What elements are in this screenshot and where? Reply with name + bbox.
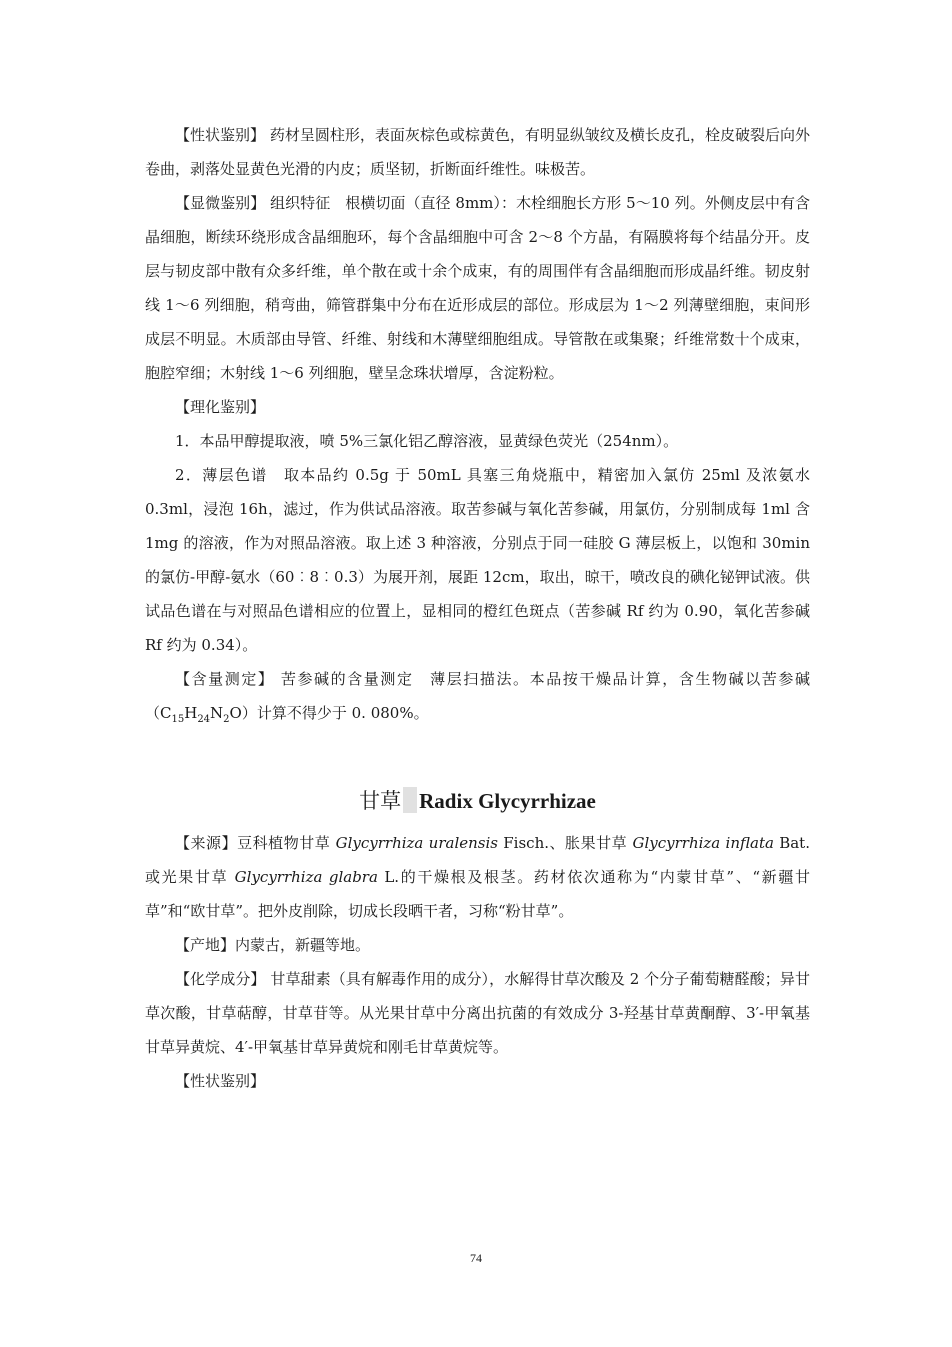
species-name: Glycyrrhiza uralensis	[335, 834, 498, 852]
species-name: Glycyrrhiza glabra	[234, 868, 378, 886]
section-heading: 【性状鉴别】	[175, 126, 270, 144]
paragraph-appearance-heading	[145, 1064, 810, 1098]
paragraph-text: 组织特征 根横切面（直径 8mm）：木栓细胞长方形 5～10 列。外侧皮层中有含晶细胞，断续环绕形成含晶细胞环，每个含晶细胞中可含 2～8 个方晶，有隔膜将每个结晶分开。皮层与韧皮部中散有众多纤维，单个散在或十余个成束，有的周围伴有含晶细胞而形成晶纤维。韧皮射线 1～6 列细胞，稍弯曲，筛管群集中分布在近形成层的部位。形成层为 1～2 列薄壁细胞，束间形成层不明显。木质部由导管、纤维、射线和木薄壁细胞组成。导管散在或集聚；纤维常数十个成束，胞腔窄细；木射线 1～6 列细胞，壁呈念珠状增厚，含淀粉粒。	[145, 194, 810, 382]
paragraph-text: 1．本品甲醇提取液，喷 5%三氯化铝乙醇溶液，显黄绿色荧光（254nm）。	[175, 432, 679, 450]
paragraph-physicochemical-heading	[145, 390, 810, 424]
section-heading: 【化学成分】	[175, 970, 271, 988]
paragraph-text: 豆科植物甘草	[237, 834, 336, 852]
paragraph-appearance-identification	[145, 118, 810, 186]
section-title-latin: Radix Glycyrrhizae	[419, 789, 596, 813]
paragraph-test-2-tlc	[145, 458, 810, 662]
section-heading: 【显微鉴别】	[175, 194, 271, 212]
species-name: Glycyrrhiza inflata	[632, 834, 774, 852]
section-heading: 【理化鉴别】	[175, 398, 266, 416]
formula-subscript: 24	[197, 714, 211, 725]
paragraph-chemical-composition	[145, 962, 810, 1064]
section-title-chinese: 甘草	[359, 789, 402, 813]
paragraph-text: L.的干燥根及根茎。药材依次通称为“内蒙甘草”、“新疆甘草”和“欧甘草”。把外皮削除，切成长段晒干者，习称“粉甘草”。	[145, 868, 810, 920]
paragraph-text: 药材呈圆柱形，表面灰棕色或棕黄色，有明显纵皱纹及横长皮孔，栓皮破裂后向外卷曲，剥落处显黄色光滑的内皮；质坚韧，折断面纤维性。味极苦。	[145, 126, 810, 178]
paragraph-text: Bat.或光果甘草	[145, 834, 810, 886]
section-heading: 【含量测定】	[175, 670, 281, 688]
paragraph-test-1	[145, 424, 810, 458]
paragraph-text: 内蒙古，新疆等地。	[235, 936, 371, 954]
section-heading: 【产地】	[175, 936, 236, 954]
title-highlight-box	[403, 787, 417, 813]
page-number: 74	[470, 1251, 482, 1265]
paragraph-source	[145, 826, 810, 928]
paragraph-microscopic-identification	[145, 186, 810, 390]
paragraph-text: Fisch.、胀果甘草	[497, 834, 633, 852]
section-title	[145, 782, 810, 820]
section-heading: 【来源】	[175, 834, 238, 852]
formula-part: H	[184, 704, 198, 722]
section-heading: 【性状鉴别】	[175, 1072, 266, 1090]
paragraph-text: 苦参碱的含量测定 薄层扫描法。本品按干燥品计算，含生物碱以苦参碱（C	[145, 670, 810, 722]
formula-subscript: 15	[171, 714, 185, 725]
formula-part: N	[210, 704, 224, 722]
paragraph-text: 甘草甜素（具有解毒作用的成分），水解得甘草次酸及 2 个分子葡萄糖醛酸；异甘草次酸，甘草萜醇，甘草苷等。从光果甘草中分离出抗菌的有效成分 3-羟基甘草黄酮醇、3′-甲氧基甘草异黄烷、4′-甲氧基甘草异黄烷和刚毛甘草黄烷等。	[145, 970, 810, 1056]
paragraph-origin	[145, 928, 810, 962]
formula-subscript: 2	[223, 714, 230, 725]
paragraph-text: O）计算不得少于 0. 080%。	[229, 704, 429, 722]
paragraph-content-determination	[145, 662, 810, 730]
paragraph-text: 2．薄层色谱 取本品约 0.5g 于 50mL 具塞三角烧瓶中，精密加入氯仿 25ml 及浓氨水 0.3ml，浸泡 16h，滤过，作为供试品溶液。取苦参碱与氧化苦参碱，用氯仿，分别制成每 1ml 含 1mg 的溶液，作为对照品溶液。取上述 3 种溶液，分别点于同一硅胶 G 薄层板上，以饱和 30min 的氯仿-甲醇-氨水（60︰8︰0.3）为展开剂，展距 12cm，取出，晾干，喷改良的碘化铋钾试液。供试品色谱在与对照品色谱相应的位置上，显相同的橙红色斑点（苦参碱 Rf 约为 0.90，氧化苦参碱 Rf 约为 0.34）。	[145, 466, 810, 654]
page-content	[145, 118, 810, 1098]
